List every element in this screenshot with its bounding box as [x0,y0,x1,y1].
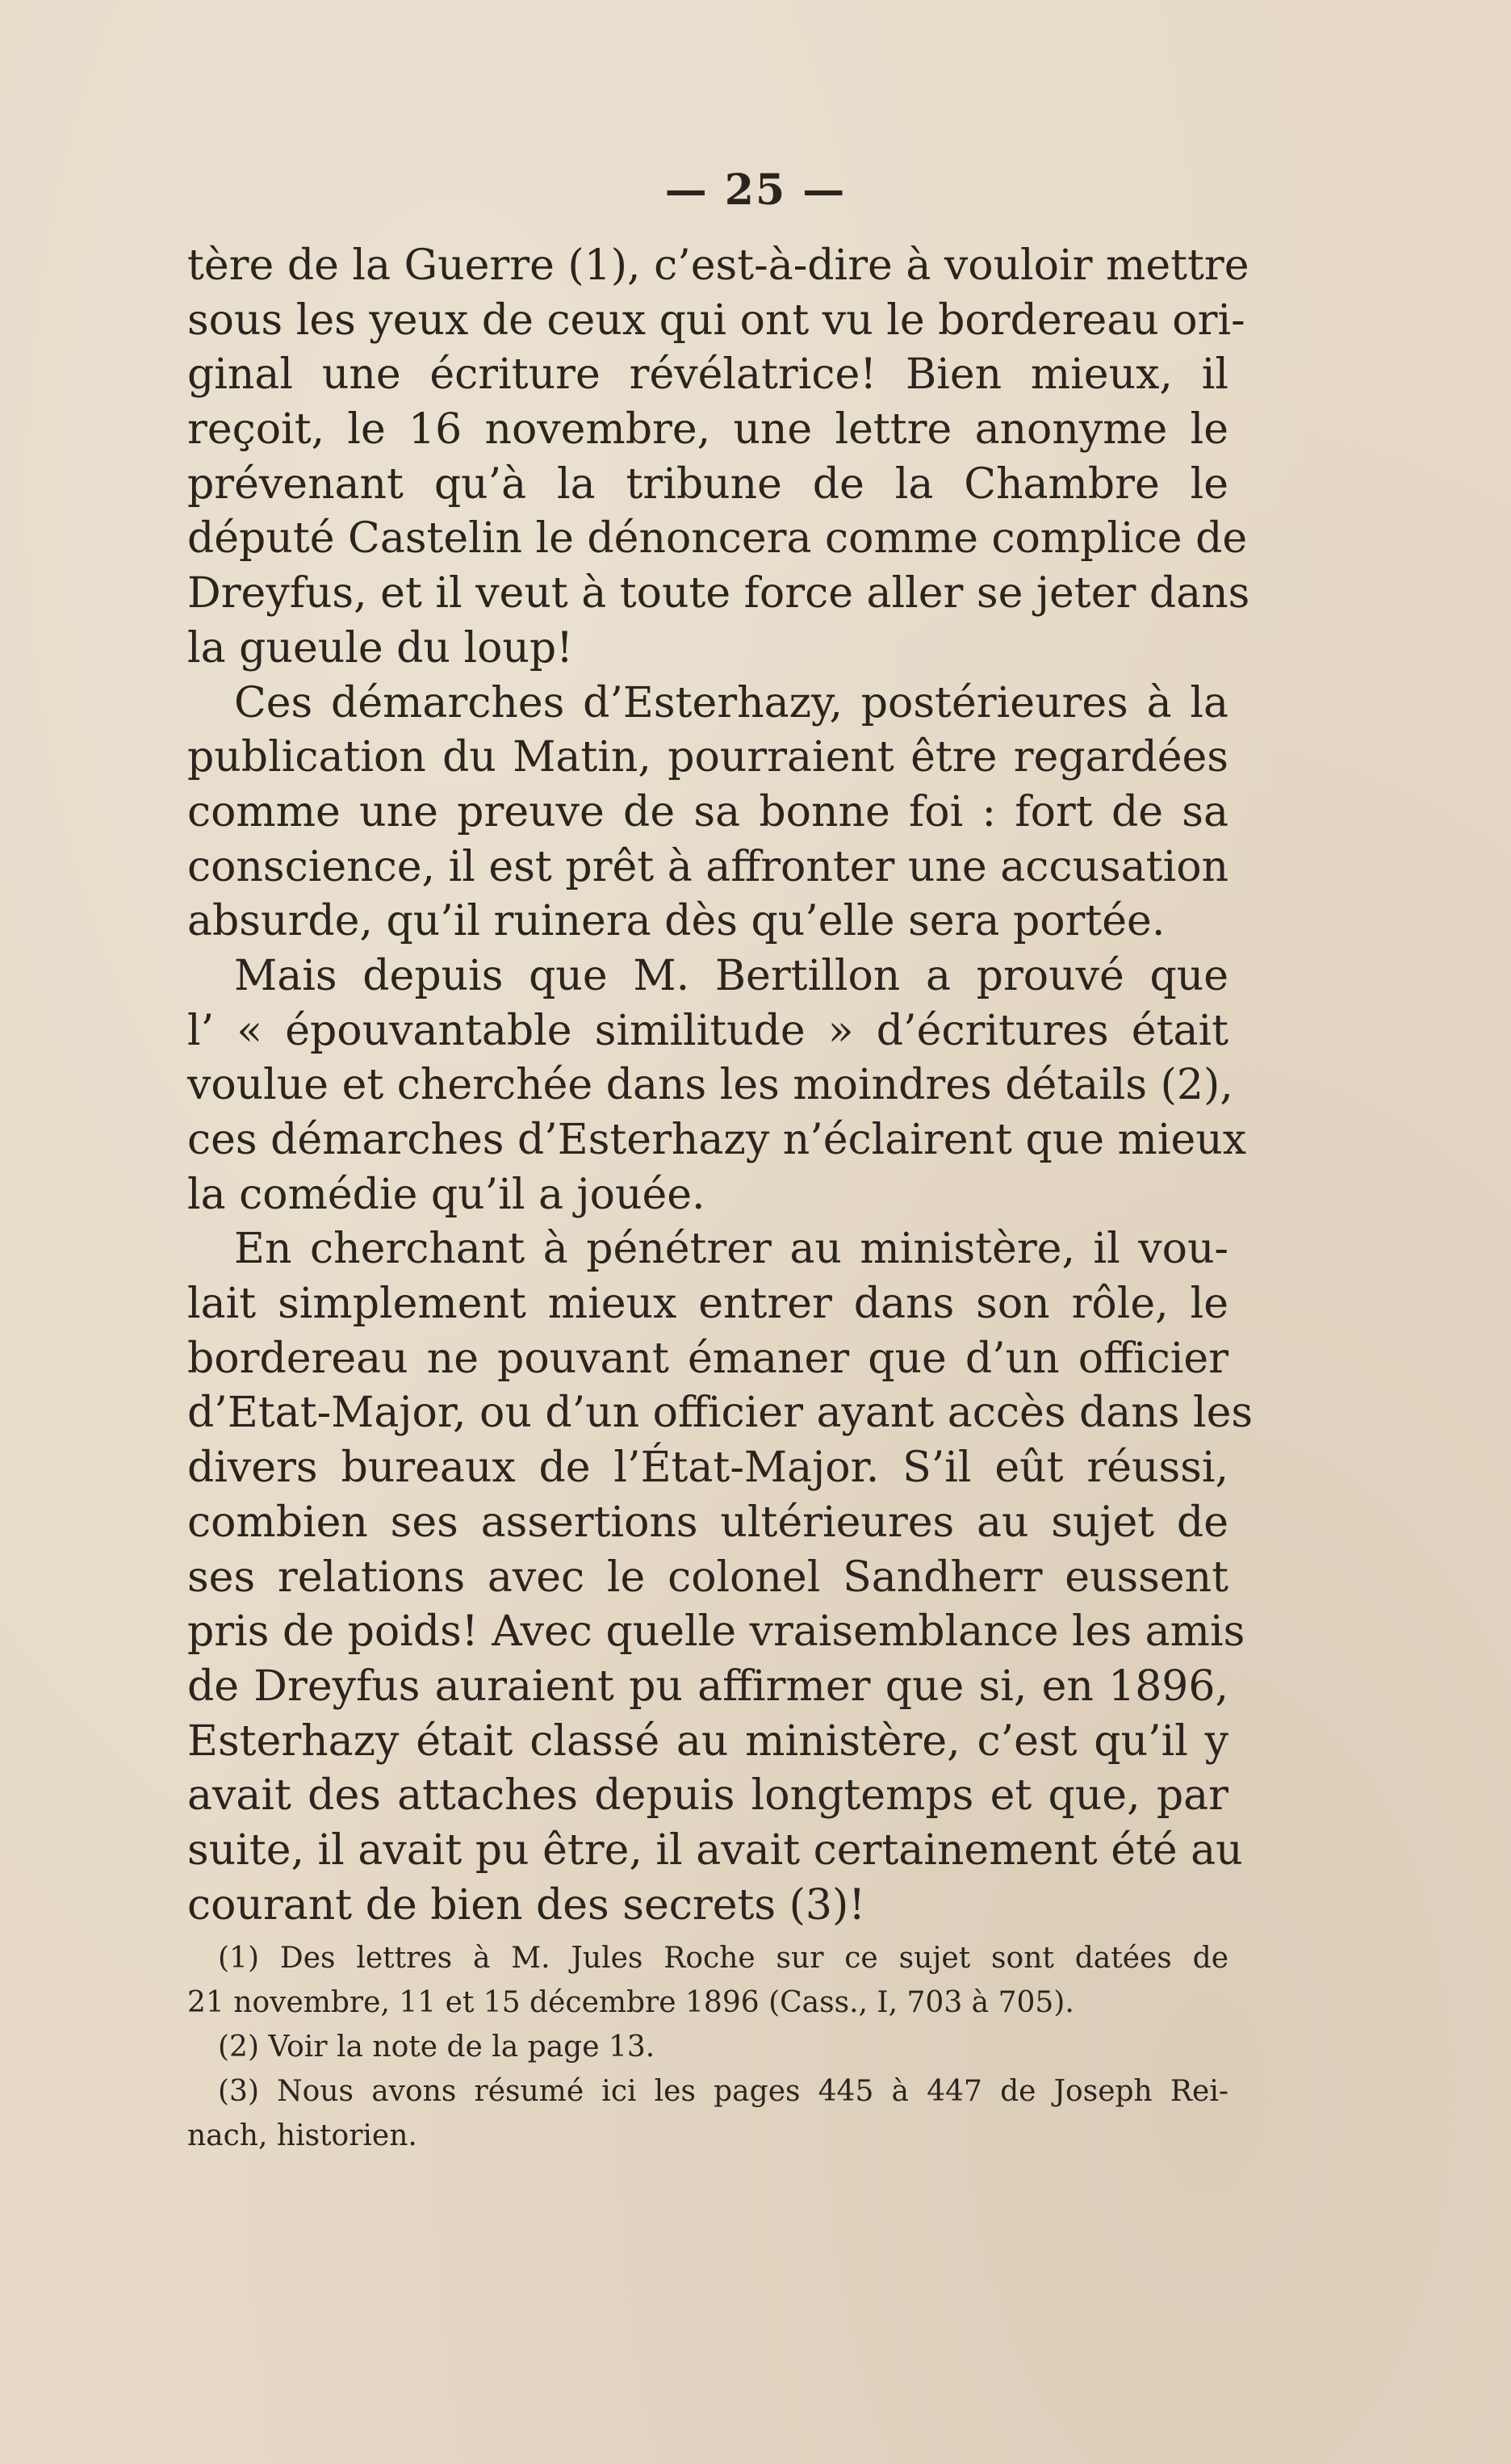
text-line: la comédie qu’il a jouée. [187,1170,705,1219]
text-line: Dreyfus, et il veut à toute force aller se jeter dans [187,569,1250,618]
text-line: courant de bien des secrets (3)! [187,1880,866,1930]
text-line: publication du Matin, pourraient être regardées [187,733,1228,782]
footnote-1-continued: 21 novembre, 11 et 15 décembre 1896 (Cass., I, 703 à 705). [187,1986,1074,2019]
paragraph-start-line: Mais depuis que M. Bertillon a prouvé que [234,951,1228,1000]
text-line: combien ses assertions ultérieures au sujet de [187,1498,1228,1547]
text-line: lait simplement mieux entrer dans son rôle, le [187,1280,1228,1329]
text-line: ses relations avec le colonel Sandherr eussent [187,1553,1228,1602]
page-number: — 25 — [664,166,847,215]
text-line: conscience, il est prêt à affronter une accusation [187,842,1228,891]
text-line: député Castelin le dénoncera comme complice de [187,514,1248,564]
footnote-1: (1) Des lettres à M. Jules Roche sur ce sujet sont datées de [218,1942,1228,1975]
text-line: tère de la Guerre (1), c’est-à-dire à vouloir mettre [187,241,1249,290]
footnotes [187,1940,1228,2154]
text-line: la gueule du loup! [187,623,574,673]
text-line: sous les yeux de ceux qui ont vu le bordereau ori- [187,295,1245,345]
footnote-2: (2) Voir la note de la page 13. [218,2030,655,2064]
text-line: de Dreyfus auraient pu affirmer que si, en 1896, [187,1662,1228,1711]
text-line: bordereau ne pouvant émaner que d’un officier [187,1334,1228,1383]
text-line: comme une preuve de sa bonne foi : fort de sa [187,787,1228,836]
text-line: ginal une écriture révélatrice! Bien mieux, il [187,350,1228,400]
text-line: prévenant qu’à la tribune de la Chambre le [187,459,1228,509]
text-line: voulue et cherchée dans les moindres détails (2), [187,1061,1233,1110]
body-text [187,239,1254,1933]
text-line: reçoit, le 16 novembre, une lettre anonyme le [187,405,1228,455]
text-line: absurde, qu’il ruinera dès qu’elle sera portée. [187,897,1166,946]
text-line: divers bureaux de l’État-Major. S’il eût réussi, [187,1444,1228,1493]
footnote-3: (3) Nous avons résumé ici les pages 445 à 447 de Joseph Rei- [218,2075,1228,2108]
text-line: l’ « épouvantable similitude » d’écritures était [187,1006,1228,1055]
paragraph-start-line: En cherchant à pénétrer au ministère, il vou- [234,1225,1228,1274]
text-line: Esterhazy était classé au ministère, c’est qu’il y [187,1716,1228,1766]
footnote-3-continued: nach, historien. [187,2119,417,2152]
text-line: avait des attaches depuis longtemps et que, par [187,1771,1228,1821]
text-line: pris de poids! Avec quelle vraisemblance les amis [187,1607,1245,1657]
text-line: suite, il avait pu être, il avait certainement été au [187,1825,1243,1875]
text-line: ces démarches d’Esterhazy n’éclairent que mieux [187,1116,1247,1164]
text-line: d’Etat-Major, ou d’un officier ayant accès dans les [187,1389,1254,1438]
paragraph-start-line: Ces démarches d’Esterhazy, postérieures à la [234,678,1228,727]
